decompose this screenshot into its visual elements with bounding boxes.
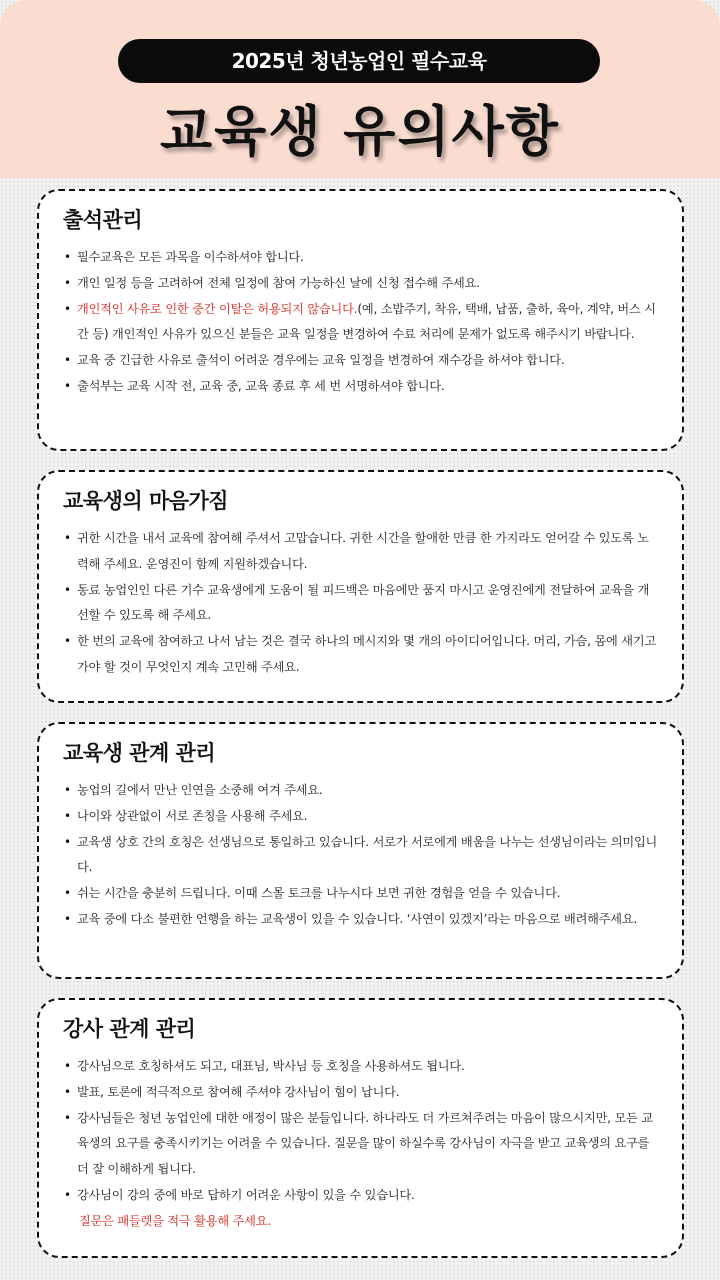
section-title: 출석관리: [63, 208, 143, 232]
list-item: • 나이와 상관없이 서로 존칭을 사용해 주세요.: [63, 804, 658, 830]
list-item: [63, 1183, 658, 1235]
list-item: • 동료 농업인인 다른 기수 교육생에게 도움이 될 피드백은 마음에만 품지 마시고 운영진에게 전달하여 교육을 개선할 수 있도록 해 주세요.: [63, 578, 658, 630]
header-banner: [0, 0, 720, 178]
section-title: 교육생의 마음가짐: [63, 489, 229, 513]
section-instructor-relations: [37, 998, 684, 1258]
list-item: • 한 번의 교육에 참여하고 나서 남는 것은 결국 하나의 메시지와 몇 개의 아이디어입니다. 머리, 가슴, 몸에 새기고 가야 할 것이 무엇인지 계속 고민해 주세요.: [63, 629, 658, 681]
page-title: 교육생 유의사항: [160, 100, 560, 163]
list-item: • 출석부는 교육 시작 전, 교육 중, 교육 종료 후 세 번 서명하셔야 합니다.: [63, 374, 658, 400]
list-item: • 쉬는 시간을 충분히 드립니다. 이때 스몰 토크를 나누시다 보면 귀한 경험을 얻을 수 있습니다.: [63, 881, 658, 907]
item-text: (예, 소밥주기, 착유, 택배, 납품, 출하, 육아, 계약, 버스 시간 등) 개인적인 사유가 있으신 분들은 교육 일정을 변경하여 수료 처리에 문제가 없도록 해주시기 바랍니다.: [77, 301, 656, 342]
emphasis-text: 개인적인 사유로 인한 중간 이탈은 허용되지 않습니다.: [77, 301, 358, 316]
list-item: • 귀한 시간을 내서 교육에 참여해 주셔서 고맙습니다. 귀한 시간을 할애한 만큼 한 가지라도 얻어갈 수 있도록 노력해 주세요. 운영진이 함께 지원하겠습니다.: [63, 526, 658, 578]
list-item: • 발표, 토론에 적극적으로 참여해 주셔야 강사님이 힘이 납니다.: [63, 1080, 658, 1106]
list-item: • 필수교육은 모든 과목을 이수하셔야 합니다.: [63, 245, 658, 271]
list-item: • 개인 일정 등을 고려하여 전체 일정에 참여 가능하신 날에 신청 접수해 주세요.: [63, 271, 658, 297]
list-item: • 강사님으로 호칭하셔도 되고, 대표님, 박사님 등 호칭을 사용하셔도 됩니다.: [63, 1054, 658, 1080]
list-item: • 농업의 길에서 만난 인연을 소중해 여겨 주세요.: [63, 778, 658, 804]
section-title: 교육생 관계 관리: [63, 741, 216, 765]
list-item: [63, 297, 658, 349]
item-text: 강사님이 강의 중에 바로 답하기 어려운 사항이 있을 수 있습니다.: [77, 1187, 415, 1202]
program-subtitle: 2025년 청년농업인 필수교육: [118, 39, 600, 83]
section-trainee-relations: [37, 722, 684, 979]
section-attendance: [37, 189, 684, 451]
list-item: • 교육생 상호 간의 호칭은 선생님으로 통일하고 있습니다. 서로가 서로에게 배움을 나누는 선생님이라는 의미입니다.: [63, 830, 658, 882]
list-item: • 교육 중에 다소 불편한 언행을 하는 교육생이 있을 수 있습니다. ‘사연이 있겠지’라는 마음으로 배려해주세요.: [63, 907, 658, 933]
emphasis-text: 질문은 패들렛을 적극 활용해 주세요.: [79, 1213, 271, 1228]
section-mindset: [37, 470, 684, 703]
list-item: • 강사님들은 청년 농업인에 대한 애정이 많은 분들입니다. 하나라도 더 가르쳐주려는 마음이 많으시지만, 모든 교육생의 요구를 충족시키기는 어려울 수 있습니다. 질문을 많이 하실수록 강사님이 자극을 받고 교육생의 요구를 더 잘 이해하게 됩니다.: [63, 1106, 658, 1183]
list-item: • 교육 중 긴급한 사유로 출석이 어려운 경우에는 교육 일정을 변경하여 재수강을 하셔야 합니다.: [63, 348, 658, 374]
section-title: 강사 관계 관리: [63, 1017, 196, 1041]
